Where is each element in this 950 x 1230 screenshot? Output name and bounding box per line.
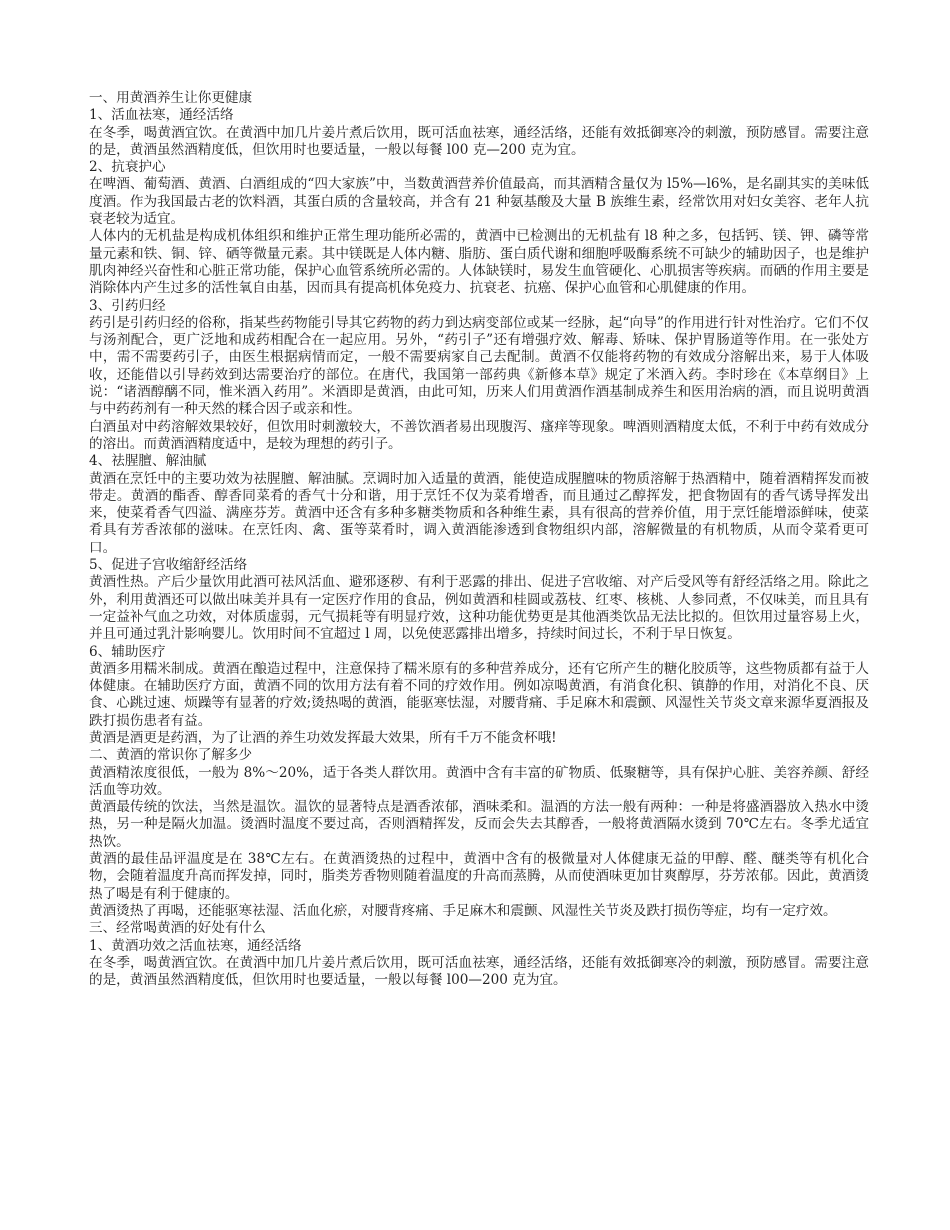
body-paragraph: 黄酒烫热了再喝，还能驱寒祛湿、活血化瘀，对腰背疼痛、手足麻木和震颤、风湿性关节炎及跌打损伤等症，均有一定疗效。 (89, 902, 837, 919)
body-paragraph: 黄酒精浓度很低，一般为 8%～20%，适于各类人群饮用。黄酒中含有丰富的矿物质、低聚糖等，具有保护心脏、美容养颜、舒经活血等功效。 (89, 764, 869, 798)
section-heading: 5、促进子宫收缩舒经活络 (89, 557, 248, 574)
body-paragraph: 黄酒多用糯米制成。黄酒在酿造过程中，注意保持了糯米原有的多种营养成分，还有它所产生的糖化胶质等，这些物质都有益于人体健康。在辅助医疗方面，黄酒不同的饮用方法有着不同的疗效作用。例如凉喝黄酒，有消食化积、镇静的作用，对消化不良、厌食、心跳过速、烦躁等有显著的疗效;烫热喝的黄酒，能驱寒怯湿，对腰背痛、手足麻木和震颤、风湿性关节炎文章来源华夏酒报及跌打损伤患者有益。 (89, 660, 869, 729)
body-paragraph: 黄酒的最佳品评温度是在 38℃左右。在黄酒烫热的过程中，黄酒中含有的极微量对人体健康无益的甲醇、醛、醚类等有机化合物，会随着温度升高而挥发掉，同时，脂类芳香物则随着温度的升高而蒸腾，从而使酒味更加甘爽醇厚，芬芳浓郁。因此，黄酒烫热了喝是有利于健康的。 (89, 851, 869, 902)
section-heading: 3、引药归经 (89, 297, 166, 314)
body-paragraph: 药引是引药归经的俗称，指某些药物能引导其它药物的药力到达病变部位或某一经脉，起“向导”的作用进行针对性治疗。它们不仅与汤剂配合，更广泛地和成药相配合在一起应用。另外，“药引子”还有增强疗效、解毒、矫味、保护胃肠道等作用。在一张处方中，需不需要药引子，由医生根据病情而定，一般不需要病家自己去配制。黄酒不仅能将药物的有效成分溶解出来，易于人体吸收，还能借以引导药效到达需要治疗的部位。在唐代，我国第一部药典《新修本草》规定了米酒入药。李时珍在《本草纲目》上说：“诸酒醇醨不同，惟米酒入药用”。米酒即是黄酒，由此可知，历来人们用黄酒作酒基制成养生和医用治病的酒，而且说明黄酒与中药药剂有一种天然的糅合因子或亲和性。 (89, 314, 869, 418)
body-paragraph: 黄酒在烹饪中的主要功效为祛腥膻、解油腻。烹调时加入适量的黄酒，能使造成腥膻味的物质溶解于热酒精中，随着酒精挥发而被带走。黄酒的酯香、醇香同菜肴的香气十分和谐，用于烹饪不仅为菜肴增香，而且通过乙醇挥发，把食物固有的香气诱导挥发出来，使菜肴香气四溢、满座芬芳。黄酒中还含有多种多糖类物质和各种维生素，具有很高的营养价值，用于烹饪能增添鲜味，使菜肴具有芳香浓郁的滋味。在烹饪肉、禽、蛋等菜肴时，调入黄酒能渗透到食物组织内部，溶解微量的有机物质，从而令菜肴更可口。 (89, 470, 869, 556)
section-heading: 一、用黄酒养生让你更健康 (89, 90, 253, 106)
section-heading: 1、活血祛寒，通经活络 (89, 107, 234, 124)
body-paragraph: 人体内的无机盐是构成机体组织和维护正常生理功能所必需的，黄酒中已检测出的无机盐有 l8 种之多，包括钙、镁、钾、磷等常量元素和铁、铜、锌、硒等微量元素。其中镁既是人体内糖、脂肪、蛋白质代谢和细胞呼吸酶系统不可缺少的辅助因子，也是维护肌肉神经兴奋性和心脏正常功能，保护心血管系统所必需的。人体缺镁时，易发生血管硬化、心肌损害等疾病。而硒的作用主要是消除体内产生过多的活性氧自由基，因而具有提高机体免疫力、抗衰老、抗癌、保护心血管和心肌健康的作用。 (89, 228, 869, 297)
body-paragraph: 黄酒是酒更是药酒，为了让酒的养生功效发挥最大效果，所有千万不能贪杯哦! (89, 729, 557, 746)
body-paragraph: 在冬季，喝黄酒宜饮。在黄酒中加几片姜片煮后饮用，既可活血祛寒，通经活络，还能有效抵御寒冷的刺激，预防感冒。需要注意的是，黄酒虽然酒精度低，但饮用时也要适量，一般以每餐 l00—200 克为宜。 (89, 954, 869, 989)
section-heading: 三、经常喝黄酒的好处有什么 (89, 920, 266, 937)
body-paragraph: 在啤酒、葡萄酒、黄酒、白酒组成的“四大家族”中，当数黄酒营养价值最高，而其酒精含量仅为 l5%—l6%，是名副其实的美味低度酒。作为我国最古老的饮料酒，其蛋白质的含量较高，并含有 21 种氨基酸及大量 B 族维生素，经常饮用对妇女美容、老年人抗衰老较为适宜。 (89, 176, 869, 228)
section-heading: 二、黄酒的常识你了解多少 (89, 747, 253, 764)
document-body (89, 90, 869, 989)
section-heading: 1、黄酒功效之活血祛寒，通经活络 (89, 937, 302, 954)
section-heading: 6、辅助医疗 (89, 643, 166, 660)
body-paragraph: 在冬季，喝黄酒宜饮。在黄酒中加几片姜片煮后饮用，既可活血祛寒，通经活络，还能有效抵御寒冷的刺激，预防感冒。需要注意的是，黄酒虽然酒精度低，但饮用时也要适量，一般以每餐 l00 克—200 克为宜。 (89, 124, 869, 158)
body-paragraph: 黄酒性热。产后少量饮用此酒可祛风活血、避邪逐秽、有利于恶露的排出、促进子宫收缩、对产后受风等有舒经活络之用。除此之外，利用黄酒还可以做出味美并具有一定医疗作用的食品，例如黄酒和桂圆或荔枝、红枣、核桃、人参同煮，不仅味美，而且具有一定益补气血之功效，对体质虚弱，元气损耗等有明显疗效，这种功能优势更是其他酒类饮品无法比拟的。但饮用过量容易上火，并且可通过乳汁影响婴儿。饮用时间不宜超过 l 周，以免使恶露排出增多，持续时间过长，不利于早日恢复。 (89, 574, 869, 643)
body-paragraph: 白酒虽对中药溶解效果较好，但饮用时刺激较大，不善饮酒者易出现腹泻、瘙痒等现象。啤酒则酒精度太低，不利于中药有效成分的溶出。而黄酒酒精度适中，是较为理想的药引子。 (89, 418, 869, 452)
section-heading: 4、祛腥膻、解油腻 (89, 453, 207, 470)
body-paragraph: 黄酒最传统的饮法，当然是温饮。温饮的显著特点是酒香浓郁，酒味柔和。温酒的方法一般有两种：一种是将盛酒器放入热水中烫热，另一种是隔火加温。烫酒时温度不要过高，否则酒精挥发，反而会失去其醇香，一般将黄酒隔水烫到 70℃左右。冬季尤适宜热饮。 (89, 799, 869, 850)
section-heading: 2、抗衰护心 (89, 159, 166, 176)
